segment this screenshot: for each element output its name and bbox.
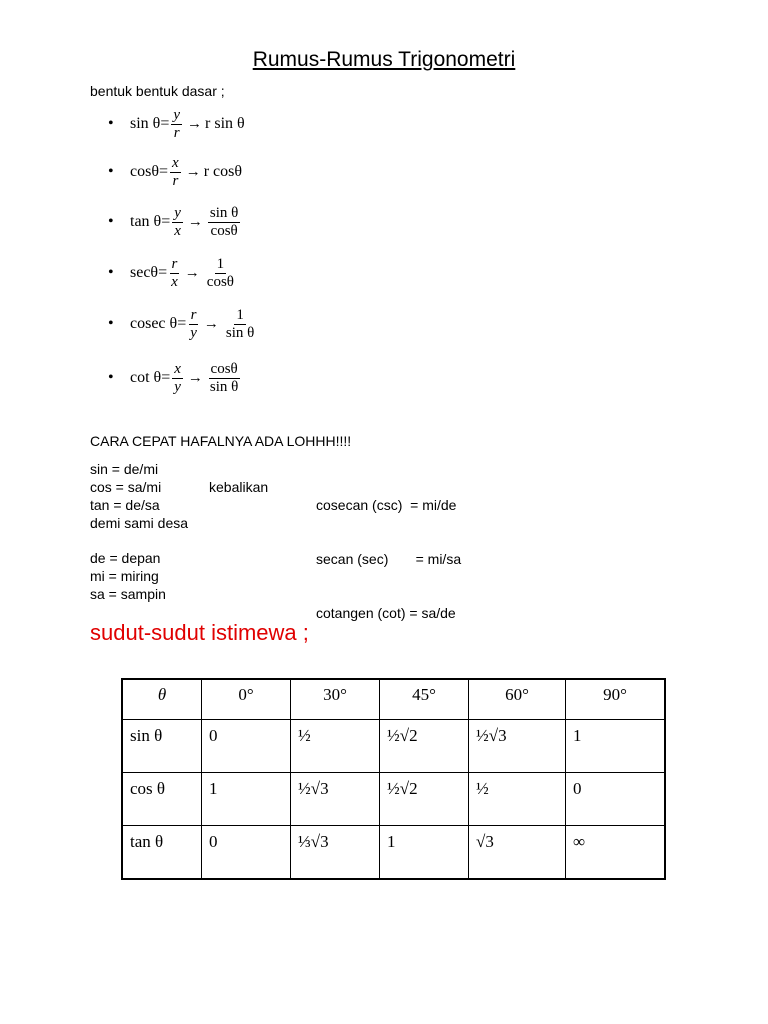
table-header-row (122, 679, 665, 720)
arrow-icon: → (187, 213, 203, 230)
table-header-cell: 30° (291, 679, 380, 720)
special-angles-heading: sudut-sudut istimewa ; (90, 620, 309, 645)
mnemonic-line: secan (sec) = mi/sa (316, 551, 462, 567)
mnemonic-left-column (90, 460, 188, 532)
arrow-icon: → (203, 315, 219, 332)
arrow-icon: → (185, 163, 201, 180)
mnemonic-line: tan = de/sa (90, 497, 160, 513)
bullet-icon: • (108, 264, 114, 281)
arrow-icon: → (184, 264, 200, 281)
table-header-cell: 45° (380, 679, 469, 720)
mnemonic-line: cotangen (cot) = sa/de (316, 605, 456, 621)
formula-fraction: $\frac{y}{x}$ (174, 204, 181, 239)
formula-fraction: $\frac{r}{y}$ (190, 306, 197, 341)
table-cell: 1 (380, 826, 469, 880)
definition-line: de = depan (90, 550, 161, 566)
table-cell: ⅓√3 (291, 826, 380, 880)
bullet-icon: • (108, 369, 114, 386)
table-cell: 1 (566, 720, 666, 773)
formula-lhs: cosθ (130, 163, 159, 180)
table-header-cell: θ (122, 679, 202, 720)
table-cell: ½√2 (380, 773, 469, 826)
table-cell: ½√2 (380, 720, 469, 773)
mnemonic-line: cosecan (csc) = mi/de (316, 497, 457, 513)
table-cell: ½ (291, 720, 380, 773)
table-header-cell: 60° (469, 679, 566, 720)
table-cell: ½√3 (291, 773, 380, 826)
table-cell: ½ (469, 773, 566, 826)
formula-fraction: $\frac{y}{r}$ (173, 106, 181, 141)
table-row (122, 720, 665, 773)
mnemonic-line: cos = sa/mi (90, 479, 162, 495)
table-cell: tan θ (122, 826, 202, 880)
formula-rhs: r cosθ (203, 163, 243, 180)
formula-cot: • cot θ = $\frac{x}{y}$ → $\frac{\cos\theta}{\text{sin θ}}$ (108, 360, 239, 395)
table-header-cell: 0° (202, 679, 291, 720)
formula-sin: • sin θ = $\frac{y}{r}$ → r sin θ (108, 106, 245, 141)
arrow-icon: → (187, 115, 203, 132)
mnemonic-right-column (316, 460, 461, 640)
arrow-icon: → (187, 369, 203, 386)
formula-cos: • cosθ = $\frac{x}{r}$ → r cosθ (108, 154, 243, 189)
formula-sec: • secθ = $\frac{r}{x}$ → $\frac{1}{\cos\theta}$ (108, 255, 234, 290)
bullet-icon: • (108, 315, 114, 332)
formula-lhs: sin θ (130, 115, 161, 132)
table-row (122, 826, 665, 880)
mnemonic-line: demi sami desa (90, 515, 189, 531)
table-cell: 0 (202, 826, 291, 880)
table-cell: 1 (202, 773, 291, 826)
mnemonic-heading: CARA CEPAT HAFALNYA ADA LOHHH!!!! (90, 433, 352, 449)
formula-fraction: $\frac{x}{r}$ (172, 154, 179, 189)
table-cell: ∞ (566, 826, 666, 880)
formula-rhs-fraction: $\frac{\text{sin θ}}{\cos\theta}$ (209, 204, 239, 239)
formula-lhs: cot θ (130, 369, 162, 386)
formula-fraction: $\frac{r}{x}$ (171, 255, 178, 290)
formula-lhs: tan θ (130, 213, 162, 230)
table-cell: 0 (202, 720, 291, 773)
formula-lhs: secθ (130, 264, 159, 281)
formula-tan: • tan θ = $\frac{y}{x}$ → $\frac{\text{sin θ}}{\cos\theta}$ (108, 204, 239, 239)
table-cell: √3 (469, 826, 566, 880)
table-header-cell: 90° (566, 679, 666, 720)
special-angles-table (121, 678, 666, 880)
kebalikan-label: kebalikan (209, 479, 269, 495)
formula-rhs-fraction: $\frac{1}{\text{sin θ}}$ (225, 306, 255, 341)
table-cell: 0 (566, 773, 666, 826)
table-cell: cos θ (122, 773, 202, 826)
formula-rhs-fraction: $\frac{\cos\theta}{\text{sin θ}}$ (209, 360, 239, 395)
intro-text: bentuk bentuk dasar ; (90, 83, 225, 99)
formula-rhs: r sin θ (205, 115, 245, 132)
definition-line: mi = miring (90, 568, 159, 584)
table-cell: sin θ (122, 720, 202, 773)
page-title: Rumus-Rumus Trigonometri (252, 48, 516, 71)
formula-cosec: • cosec θ = $\frac{r}{y}$ → $\frac{1}{\text{sin θ}}$ (108, 306, 255, 341)
table-cell: ½√3 (469, 720, 566, 773)
bullet-icon: • (108, 213, 114, 230)
definition-line: sa = sampin (90, 586, 166, 602)
definitions (90, 549, 166, 603)
bullet-icon: • (108, 115, 114, 132)
table-row (122, 773, 665, 826)
formula-fraction: $\frac{x}{y}$ (174, 360, 181, 395)
formula-lhs: cosec θ (130, 315, 178, 332)
bullet-icon: • (108, 163, 114, 180)
formula-rhs-fraction: $\frac{1}{\cos\theta}$ (206, 255, 234, 290)
mnemonic-line: sin = de/mi (90, 461, 159, 477)
